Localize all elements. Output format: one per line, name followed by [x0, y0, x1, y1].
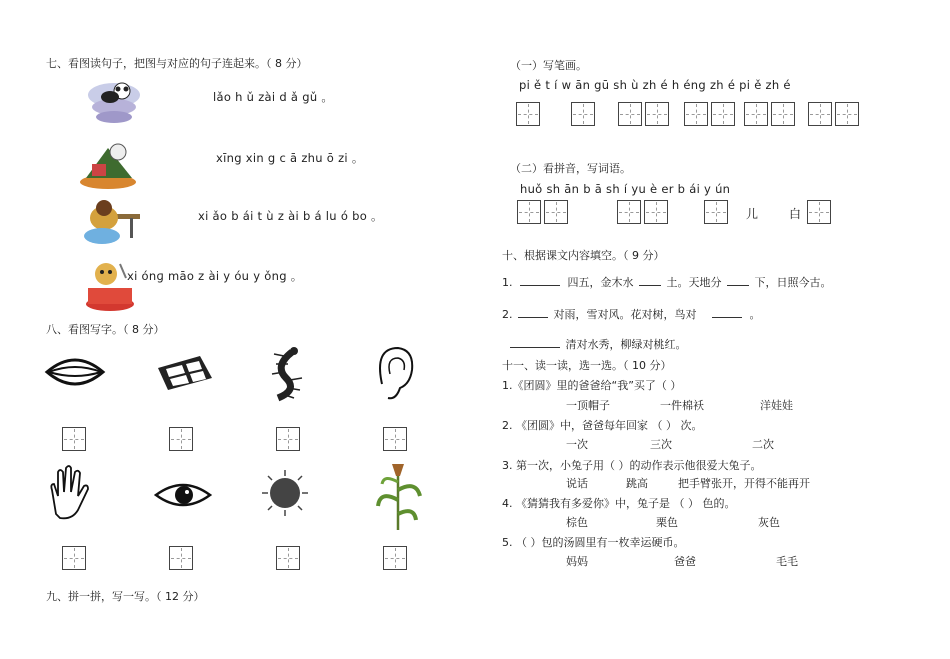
fill-1-text-a: 四五，金木水 — [567, 276, 634, 289]
write-box-ear[interactable] — [383, 427, 407, 451]
part-1-title: （一）写笔画。 — [510, 59, 587, 72]
fill-2-text-b: 。 — [749, 308, 761, 321]
sentence-3: xi ǎo b ái t ù z ài b á lu ó bo 。 — [198, 209, 383, 223]
blank-3-1[interactable] — [510, 347, 560, 348]
q4-option-b[interactable]: 栗色 — [656, 516, 678, 529]
sentence-1: lǎo h ǔ zài d ǎ gǔ 。 — [213, 90, 334, 104]
fill-3-text: 清对水秀，柳绿对桃红。 — [565, 338, 687, 351]
word-box-1a[interactable] — [517, 200, 541, 224]
fill-line-1 — [502, 274, 832, 290]
q1-option-a[interactable]: 一顶帽子 — [566, 399, 610, 412]
words-pinyin: huǒ sh ān b ā sh í yu è er b ái y ún — [520, 182, 731, 196]
q3-option-b[interactable]: 跳高 — [626, 477, 648, 490]
q5-option-c[interactable]: 毛毛 — [776, 555, 798, 568]
write-box-mouth[interactable] — [62, 427, 86, 451]
fill-1-text-b: 土。天地分 — [666, 276, 722, 289]
stroke-box-3b[interactable] — [645, 102, 669, 126]
blank-1-3[interactable] — [727, 285, 749, 286]
stroke-box-1[interactable] — [516, 102, 540, 126]
question-2: 2. 《团圆》中，爸爸每年回家 （ ） 次。 — [502, 419, 703, 432]
blank-1-1[interactable] — [520, 285, 560, 286]
blank-2-1[interactable] — [518, 317, 548, 318]
q4-option-c[interactable]: 灰色 — [758, 516, 780, 529]
panda-swing-picture — [84, 77, 144, 127]
fill-2-num: 2. — [502, 308, 513, 321]
stroke-box-6a[interactable] — [808, 102, 832, 126]
hand-icon — [46, 464, 92, 522]
stroke-box-5b[interactable] — [771, 102, 795, 126]
strokes-pinyin: pi ě t í w ān gū sh ù zh é h éng zh é pi ě zh é — [519, 78, 791, 92]
question-4: 4. 《猜猜我有多爱你》中，兔子是 （ ） 色的。 — [502, 497, 736, 510]
fill-1-text-c: 下，日照今古。 — [754, 276, 832, 289]
stroke-box-2[interactable] — [571, 102, 595, 126]
word-box-2a[interactable] — [617, 200, 641, 224]
blank-2-2[interactable] — [712, 317, 742, 318]
section-11-title: 十一、读一读，选一选。（ 10 分） — [502, 359, 672, 372]
q3-option-a[interactable]: 说话 — [566, 477, 588, 490]
stroke-box-5a[interactable] — [744, 102, 768, 126]
q2-option-a[interactable]: 一次 — [566, 438, 588, 451]
question-5: 5. （ ）包的汤圆里有一枚幸运硬币。 — [502, 536, 685, 549]
q5-option-b[interactable]: 爸爸 — [674, 555, 696, 568]
char-bai: 白 — [789, 207, 802, 221]
write-box-hand[interactable] — [62, 546, 86, 570]
write-box-centipede[interactable] — [276, 427, 300, 451]
write-box-field[interactable] — [169, 427, 193, 451]
char-er: 儿 — [746, 207, 759, 221]
write-box-eye[interactable] — [169, 546, 193, 570]
eye-icon — [154, 478, 212, 512]
section-9-title: 九、拼一拼，写一写。（ 12 分） — [46, 590, 205, 603]
section-8-title: 八、看图写字。（ 8 分） — [46, 323, 165, 336]
q2-option-b[interactable]: 三次 — [650, 438, 672, 451]
cat-swim-picture — [82, 258, 140, 312]
question-1: 1.《团圆》里的爸爸给“我”买了（ ） — [502, 379, 682, 392]
fill-1-num: 1. — [502, 276, 513, 289]
rabbit-table-picture — [80, 196, 142, 248]
fill-line-3 — [510, 336, 687, 352]
section-7-title: 七、看图读句子，把图与对应的句子连起来。（ 8 分） — [46, 57, 308, 70]
word-box-4[interactable] — [807, 200, 831, 224]
stroke-box-6b[interactable] — [835, 102, 859, 126]
sentence-4: xi ónɡ māo z ài y óu y ǒng 。 — [127, 269, 303, 283]
q4-option-a[interactable]: 棕色 — [566, 516, 588, 529]
q2-option-c[interactable]: 二次 — [752, 438, 774, 451]
question-3: 3. 第一次，小兔子用（ ）的动作表示他很爱大兔子。 — [502, 459, 762, 472]
part-2-title: （二）看拼音，写词语。 — [510, 162, 631, 175]
mouth-icon — [44, 352, 106, 392]
sun-icon — [262, 470, 308, 516]
stroke-box-4b[interactable] — [711, 102, 735, 126]
fill-2-text-a: 对雨，雪对风。花对树，鸟对 — [553, 308, 697, 321]
fill-line-2 — [502, 306, 761, 322]
sentence-2: xīng xin g c ā zhu ō zi 。 — [216, 151, 364, 165]
centipede-icon — [264, 346, 314, 402]
q5-option-a[interactable]: 妈妈 — [566, 555, 588, 568]
section-10-title: 十、根据课文内容填空。（ 9 分） — [502, 249, 665, 262]
gorilla-drum-picture — [78, 138, 140, 190]
q1-option-b[interactable]: 一件棉袄 — [660, 399, 704, 412]
ear-icon — [372, 344, 416, 402]
write-box-corn[interactable] — [383, 546, 407, 570]
word-box-1b[interactable] — [544, 200, 568, 224]
stroke-box-4a[interactable] — [684, 102, 708, 126]
q1-option-c[interactable]: 洋娃娃 — [760, 399, 793, 412]
word-box-3[interactable] — [704, 200, 728, 224]
corn-plant-icon — [376, 460, 422, 532]
q3-option-c[interactable]: 把手臂张开，开得不能再开 — [678, 477, 810, 490]
blank-1-2[interactable] — [639, 285, 661, 286]
field-icon — [154, 352, 216, 394]
write-box-sun[interactable] — [276, 546, 300, 570]
word-box-2b[interactable] — [644, 200, 668, 224]
stroke-box-3a[interactable] — [618, 102, 642, 126]
